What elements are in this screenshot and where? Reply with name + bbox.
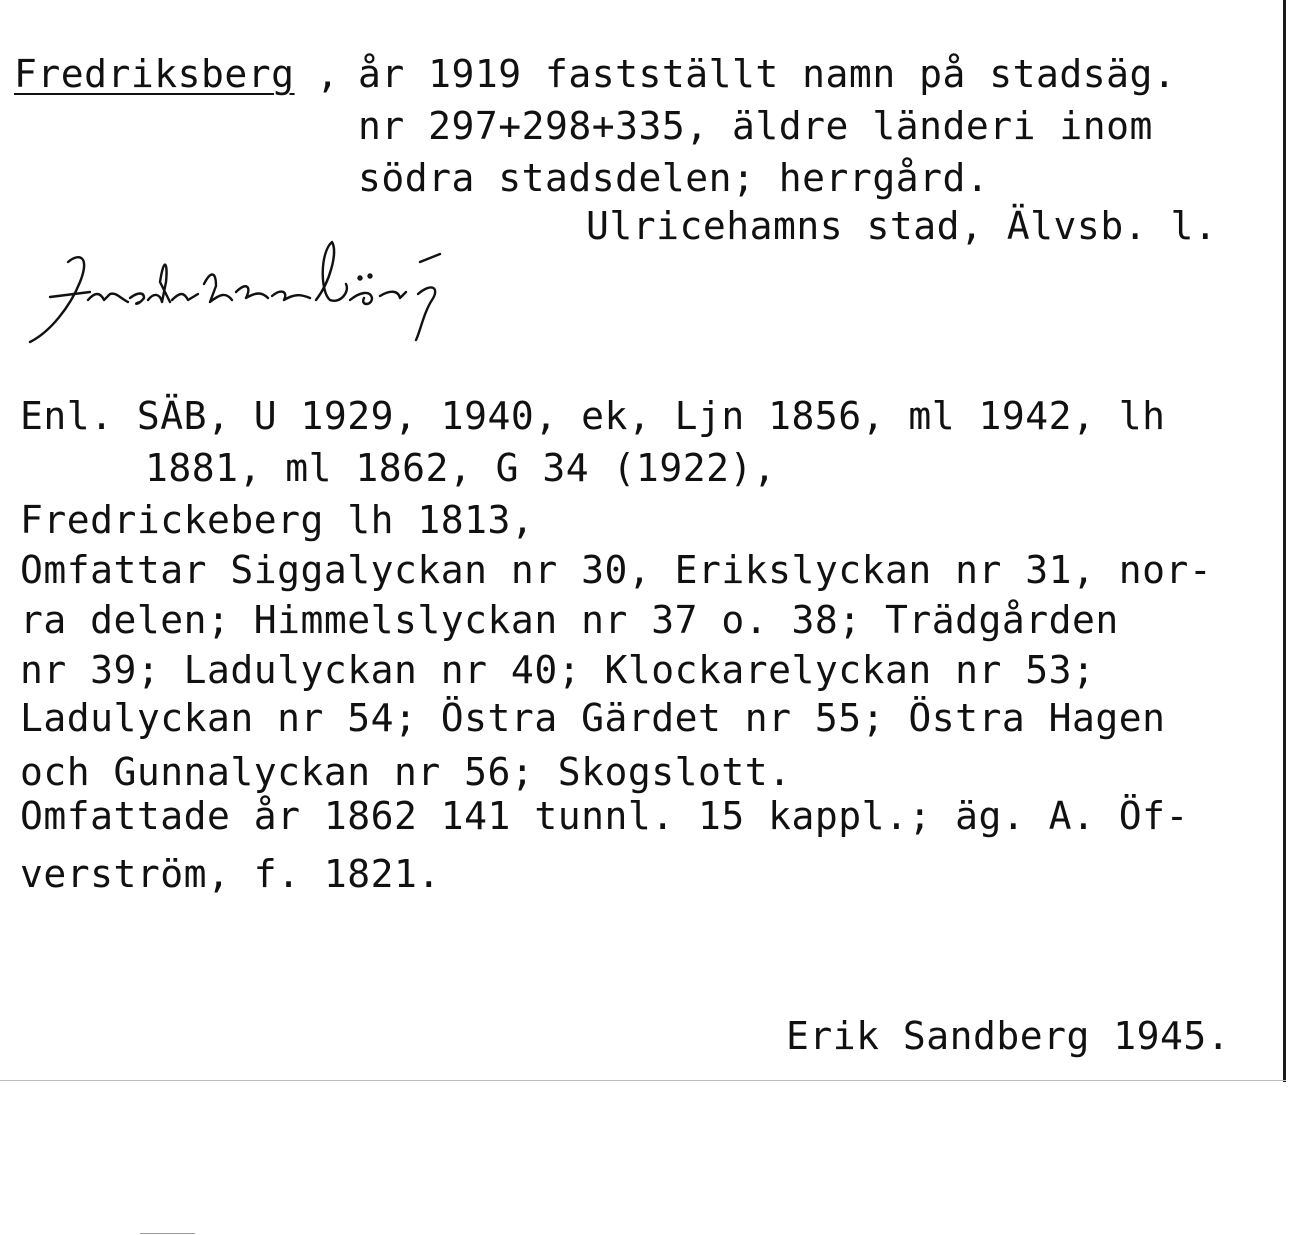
body-line-6: nr 39; Ladulyckan nr 40; Klockarelyckan nr 53; <box>20 648 1096 692</box>
body-line-7: Ladulyckan nr 54; Östra Gärdet nr 55; Östra Hagen <box>20 696 1166 740</box>
body-line-10: verström, f. 1821. <box>20 852 441 896</box>
header-line-2: nr 297+298+335, äldre länderi inom <box>358 104 1153 148</box>
body-line-2: 1881, ml 1862, G 34 (1922), <box>145 446 777 490</box>
body-line-3: Fredrickeberg lh 1813, <box>20 498 535 542</box>
body-line-8: och Gunnalyckan nr 56; Skogslott. <box>20 750 792 794</box>
header-line-3: södra stadsdelen; herrgård. <box>358 156 990 200</box>
header-line-1: år 1919 fastställt namn på stadsäg. <box>358 52 1177 96</box>
header-line-4: Ulricehamns stad, Älvsb. l. <box>586 204 1218 248</box>
body-line-1: Enl. SÄB, U 1929, 1940, ek, Ljn 1856, ml 1942, lh <box>20 394 1166 438</box>
body-line-4: Omfattar Siggalyckan nr 30, Erikslyckan nr 31, nor- <box>20 548 1213 592</box>
card-bottom-edge <box>0 1080 1286 1081</box>
body-line-5: ra delen; Himmelslyckan nr 37 o. 38; Trädgården <box>20 598 1119 642</box>
signature: Erik Sandberg 1945. <box>786 1014 1231 1058</box>
body-line-9: Omfattade år 1862 141 tunnl. 15 kappl.; äg. A. Öf- <box>20 794 1189 838</box>
handwritten-annotation <box>20 222 585 352</box>
comma: , <box>316 52 340 96</box>
scan-mark <box>140 1233 195 1234</box>
card-right-edge <box>1283 0 1286 1082</box>
headword: Fredriksberg <box>14 52 295 96</box>
